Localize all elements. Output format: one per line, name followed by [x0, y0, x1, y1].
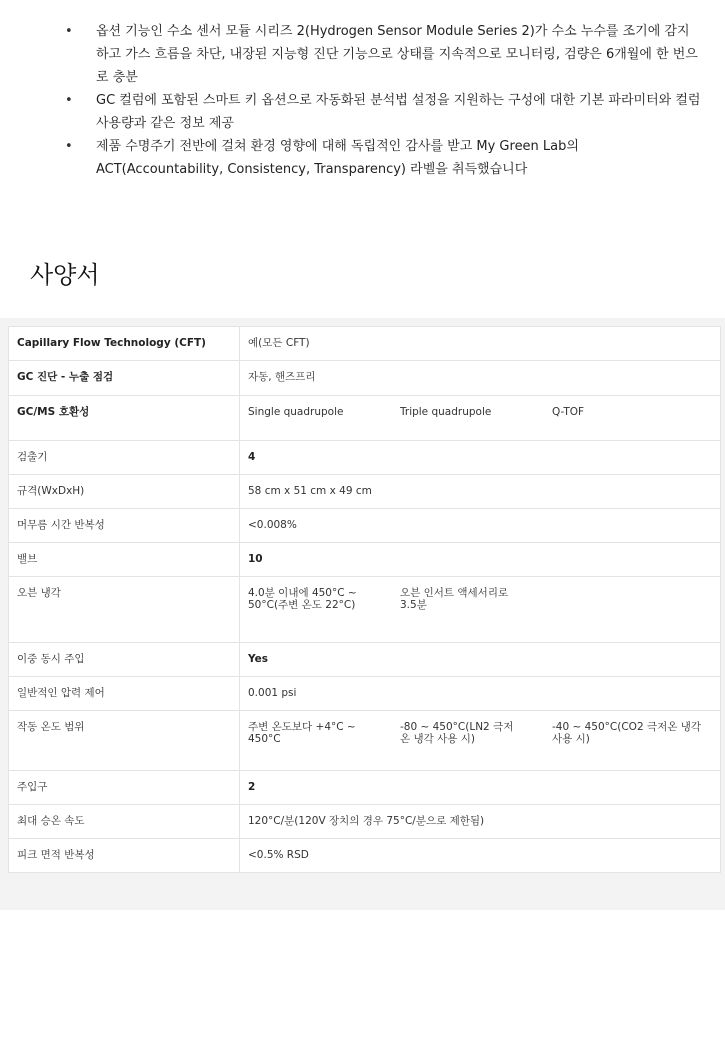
spec-value: 4.0분 이내에 450°C ~ 50°C(주변 온도 22°C)	[248, 587, 357, 611]
spec-value: 4	[248, 451, 256, 463]
spec-label: GC 진단 - 누출 점검	[17, 371, 114, 383]
spec-label: GC/MS 호환성	[17, 406, 90, 418]
table-row	[9, 771, 721, 805]
spec-heading: 사양서	[30, 261, 100, 289]
spec-value: -80 ~ 450°C(LN2 극저온 냉각 사용 시)	[400, 721, 514, 745]
table-row	[9, 805, 721, 839]
spec-panel	[0, 318, 725, 910]
spec-label: 일반적인 압력 제어	[17, 687, 105, 699]
table-row	[9, 361, 721, 396]
spec-value: 주변 온도보다 +4°C ~ 450°C	[248, 721, 356, 745]
spec-label: 주입구	[17, 781, 48, 793]
spec-table	[8, 326, 721, 873]
spec-value: 예(모든 CFT)	[248, 337, 310, 349]
feature-item	[0, 135, 725, 181]
table-row	[9, 577, 721, 643]
table-row	[9, 327, 721, 361]
feature-list	[0, 20, 725, 181]
spec-label: 작동 온도 범위	[17, 721, 85, 733]
spec-label: 최대 승온 속도	[17, 815, 85, 827]
table-row	[9, 475, 721, 509]
table-row	[9, 509, 721, 543]
spec-label: 피크 면적 반복성	[17, 849, 95, 861]
feature-item	[0, 89, 725, 135]
feature-text: GC 컬럼에 포함된 스마트 키 옵션으로 자동화된 분석법 설정을 지원하는 구성에 대한 기본 파라미터와 컬럼 사용량과 같은 정보 제공	[96, 93, 701, 131]
spec-label: 이중 동시 주입	[17, 653, 85, 665]
spec-value: 120°C/분(120V 장치의 경우 75°C/분으로 제한됨)	[248, 815, 485, 827]
feature-item	[0, 20, 725, 89]
spec-value: Q-TOF	[552, 406, 585, 418]
table-row	[9, 677, 721, 711]
feature-text: 제품 수명주기 전반에 걸쳐 환경 영향에 대해 독립적인 감사를 받고 My Green Lab의 ACT(Accountability, Consistency, Transparency) 라벨을 취득했습니다	[96, 139, 579, 177]
spec-value: Single quadrupole	[248, 406, 344, 418]
spec-label: 검출기	[17, 451, 48, 463]
table-row	[9, 643, 721, 677]
spec-value: 0.001 psi	[248, 687, 297, 699]
table-row	[9, 396, 721, 441]
spec-value: <0.5% RSD	[248, 849, 309, 861]
table-row	[9, 543, 721, 577]
spec-value: 58 cm x 51 cm x 49 cm	[248, 485, 372, 497]
spec-label: Capillary Flow Technology (CFT)	[17, 337, 206, 349]
spec-value: 자동, 핸즈프리	[248, 371, 316, 383]
table-row	[9, 441, 721, 475]
spec-value: Yes	[248, 653, 269, 665]
spec-label: 밸브	[17, 553, 38, 565]
feature-text: 옵션 기능인 수소 센서 모듈 시리즈 2(Hydrogen Sensor Module Series 2)가 수소 누수를 조기에 감지하고 가스 흐름을 차단, 내장된 지능형 진단 기능으로 상태를 지속적으로 모니터링, 검량은 6개월에 한 번으로 충분	[96, 24, 698, 85]
spec-value: 오븐 인서트 액세서리로 3.5분	[400, 587, 509, 611]
spec-label: 머무름 시간 반복성	[17, 519, 105, 531]
table-row	[9, 839, 721, 873]
spec-value: -40 ~ 450°C(CO2 극저온 냉각 사용 시)	[552, 721, 702, 745]
spec-value: 10	[248, 553, 263, 565]
spec-value: Triple quadrupole	[400, 406, 492, 418]
spec-value: 2	[248, 781, 256, 793]
spec-value: <0.008%	[248, 519, 297, 531]
table-row	[9, 711, 721, 771]
spec-label: 오븐 냉각	[17, 587, 61, 599]
spec-label: 규격(WxDxH)	[17, 485, 85, 497]
